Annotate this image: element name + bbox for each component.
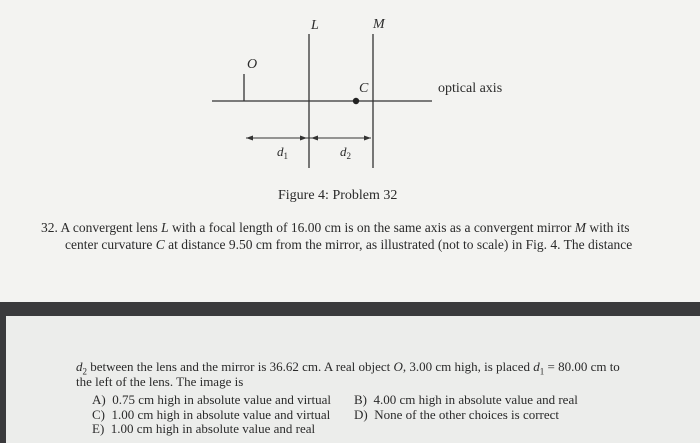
choice-c-letter: C) <box>92 407 105 422</box>
choice-d-letter: D) <box>354 407 368 422</box>
choice-c-text: 1.00 cm high in absolute value and virtual <box>111 407 331 422</box>
label-axis: optical axis <box>438 81 503 96</box>
problem-line-1: 32. A convergent lens L with a focal length of 16.00 cm is on the same axis as a convergent mirror M with its <box>41 220 630 235</box>
arrow-d2-right <box>364 136 371 141</box>
choice-a-text: 0.75 cm high in absolute value and virtual <box>112 392 332 407</box>
arrow-d2-left <box>311 136 318 141</box>
center-point <box>353 98 359 104</box>
problem-number: 32. <box>41 220 58 235</box>
label-center: C <box>359 81 369 96</box>
choice-b-text: 4.00 cm high in absolute value and real <box>373 392 578 407</box>
choice-b-letter: B) <box>354 392 367 407</box>
continuation-line-2: the left of the lens. The image is <box>76 374 244 389</box>
figure-caption: Figure 4: Problem 32 <box>278 188 398 203</box>
label-object: O <box>247 57 258 72</box>
label-d1: $d_1$ <box>277 144 288 161</box>
arrow-d1-left <box>246 136 253 141</box>
choice-e-letter: E) <box>92 421 105 436</box>
continuation-line-1: $d_2$ between the lens and the mirror is 36.62 cm. A real object O, 3.00 cm high, is placed $d_1 = 80.00$ cm to <box>76 359 620 377</box>
choice-d-text: None of the other choices is correct <box>374 407 560 422</box>
arrow-d1-right <box>300 136 307 141</box>
label-lens: L <box>311 18 319 33</box>
choice-d <box>354 406 559 423</box>
problem-line-2: center curvature C at distance 9.50 cm from the mirror, as illustrated (not to scale) in Fig. 4. The distance <box>65 237 633 252</box>
question-page-bottom <box>6 316 700 443</box>
choice-a-letter: A) <box>92 392 106 407</box>
choice-e-text: 1.00 cm high in absolute value and real <box>110 421 316 436</box>
label-mirror: M <box>373 17 385 32</box>
optics-figure <box>0 0 700 190</box>
choice-e <box>92 420 315 437</box>
label-d2: $d_2$ <box>340 144 351 161</box>
